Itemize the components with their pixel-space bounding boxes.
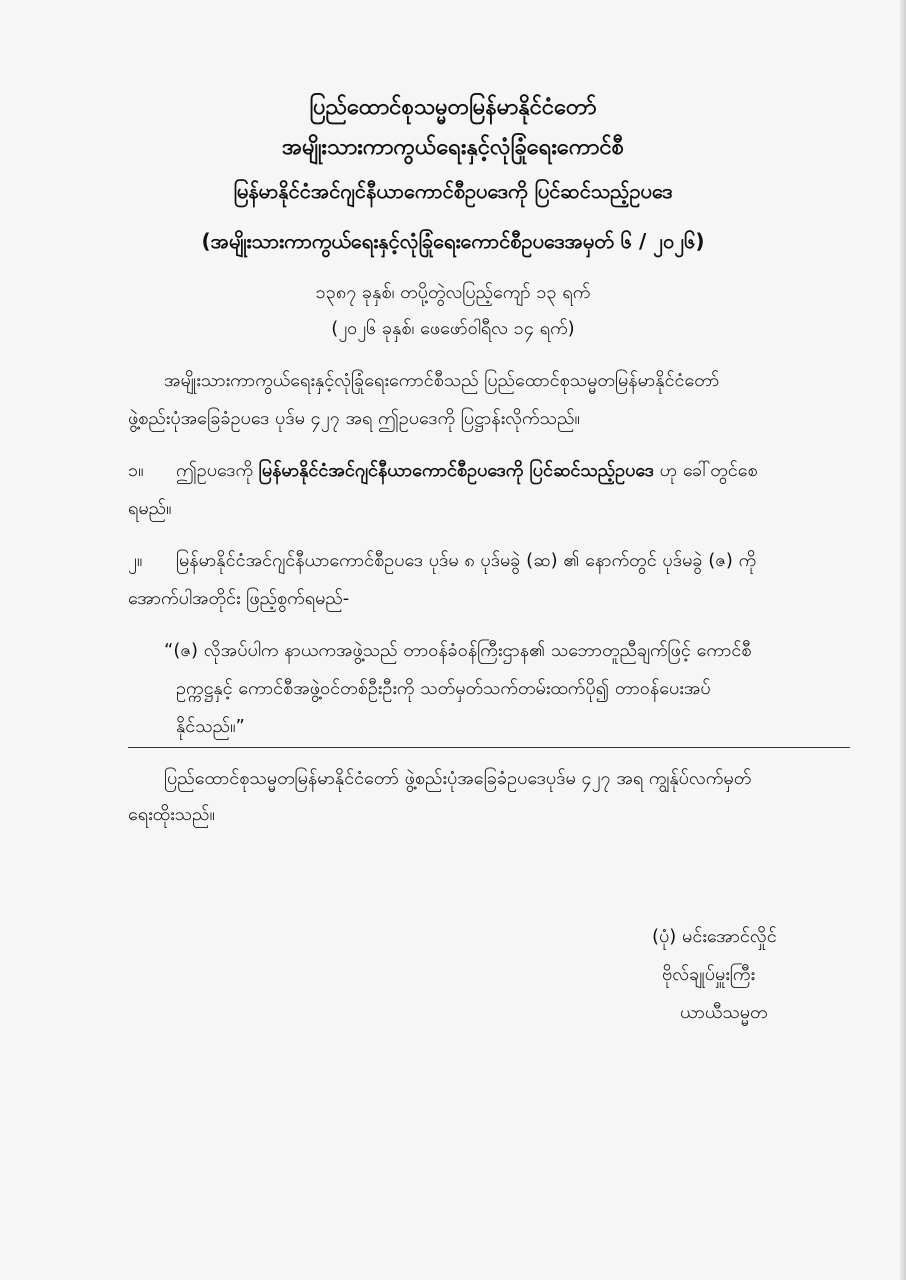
quote-line-1: “(ဇ) လိုအပ်ပါက နာယကအဖွဲ့သည် တာဝန်ခံဝန်ကြီးဌာန၏ သဘောတူညီချက်ဖြင့် ကောင်စီ: [164, 640, 752, 661]
section-2-number: ၂။: [128, 550, 143, 571]
closing-line-2: ရေးထိုးသည်။: [128, 804, 215, 825]
section-2-line-1: မြန်မာနိုင်ငံအင်ဂျင်နီယာကောင်စီဥပဒေ ပုဒ်မ ၈ ပုဒ်မခွဲ (ဆ) ၏ နောက်တွင် ပုဒ်မခွဲ (ဇ) ကို: [176, 550, 757, 571]
quote-line-3: နိုင်သည်။”: [176, 716, 245, 737]
section-1-pre: ဤဥပဒေကို: [176, 460, 259, 481]
section-1-post: ဟု ခေါ်တွင်စေ: [653, 460, 758, 481]
header-council-name: အမျိုးသားကာကွယ်ရေးနှင့်လုံခြုံရေးကောင်စီ: [281, 135, 625, 160]
section-1-line-1: [176, 456, 758, 486]
preamble-line-1: အမျိုးသားကာကွယ်ရေးနှင့်လုံခြုံရေးကောင်စီသည် ပြည်ထောင်စုသမ္မတမြန်မာနိုင်ငံတော်: [164, 370, 720, 391]
gregorian-date: (၂၀၂၆ ခုနှစ်၊ ဖေဖော်ဝါရီလ ၁၄ ရက်): [331, 318, 575, 339]
closing-line-1: ပြည်ထောင်စုသမ္မတမြန်မာနိုင်ငံတော် ဖွဲ့စည်းပုံအခြေခံဥပဒေပုဒ်မ ၄၂၇ အရ ကျွန်ုပ်လက်မှတ်: [164, 768, 752, 789]
preamble-line-2: ဖွဲ့စည်းပုံအခြေခံဥပဒေ ပုဒ်မ ၄၂၇ အရ ဤဥပဒေကို ပြဋ္ဌာန်းလိုက်သည်။: [128, 408, 580, 429]
quote-line-2: ဥက္ကဋ္ဌနှင့် ကောင်စီအဖွဲ့ဝင်တစ်ဦးဦးကို သတ်မှတ်သက်တမ်းထက်ပို၍ တာဝန်ပေးအပ်: [176, 678, 711, 699]
horizontal-rule: [128, 747, 850, 748]
signatory-name: (ပုံ) မင်းအောင်လှိုင်: [652, 926, 777, 947]
signatory-rank: ဗိုလ်ချုပ်မှူးကြီး: [662, 964, 756, 985]
section-1-number: ၁။: [128, 460, 144, 481]
header-law-number: (အမျိုးသားကာကွယ်ရေးနှင့်လုံခြုံရေးကောင်စီဥပဒေအမှတ် ၆ / ၂၀၂၆): [201, 229, 705, 253]
header-state-name: ပြည်ထောင်စုသမ္မတမြန်မာနိုင်ငံတော်: [309, 95, 597, 120]
section-1-line-2: ရမည်။: [128, 498, 172, 519]
signatory-title: ယာယီသမ္မတ: [680, 1002, 768, 1023]
header-law-title: မြန်မာနိုင်ငံအင်ဂျင်နီယာကောင်စီဥပဒေကို ပြင်ဆင်သည့်ဥပဒေ: [233, 179, 673, 203]
myanmar-date: ၁၃၈၇ ခုနှစ်၊ တပို့တွဲလပြည့်ကျော် ၁၃ ရက်: [315, 282, 591, 303]
section-2-line-2: အောက်ပါအတိုင်း ဖြည့်စွက်ရမည်-: [128, 588, 350, 609]
section-1-law-title: မြန်မာနိုင်ငံအင်ဂျင်နီယာကောင်စီဥပဒေကို ပြင်ဆင်သည့်ဥပဒေ: [258, 460, 654, 481]
